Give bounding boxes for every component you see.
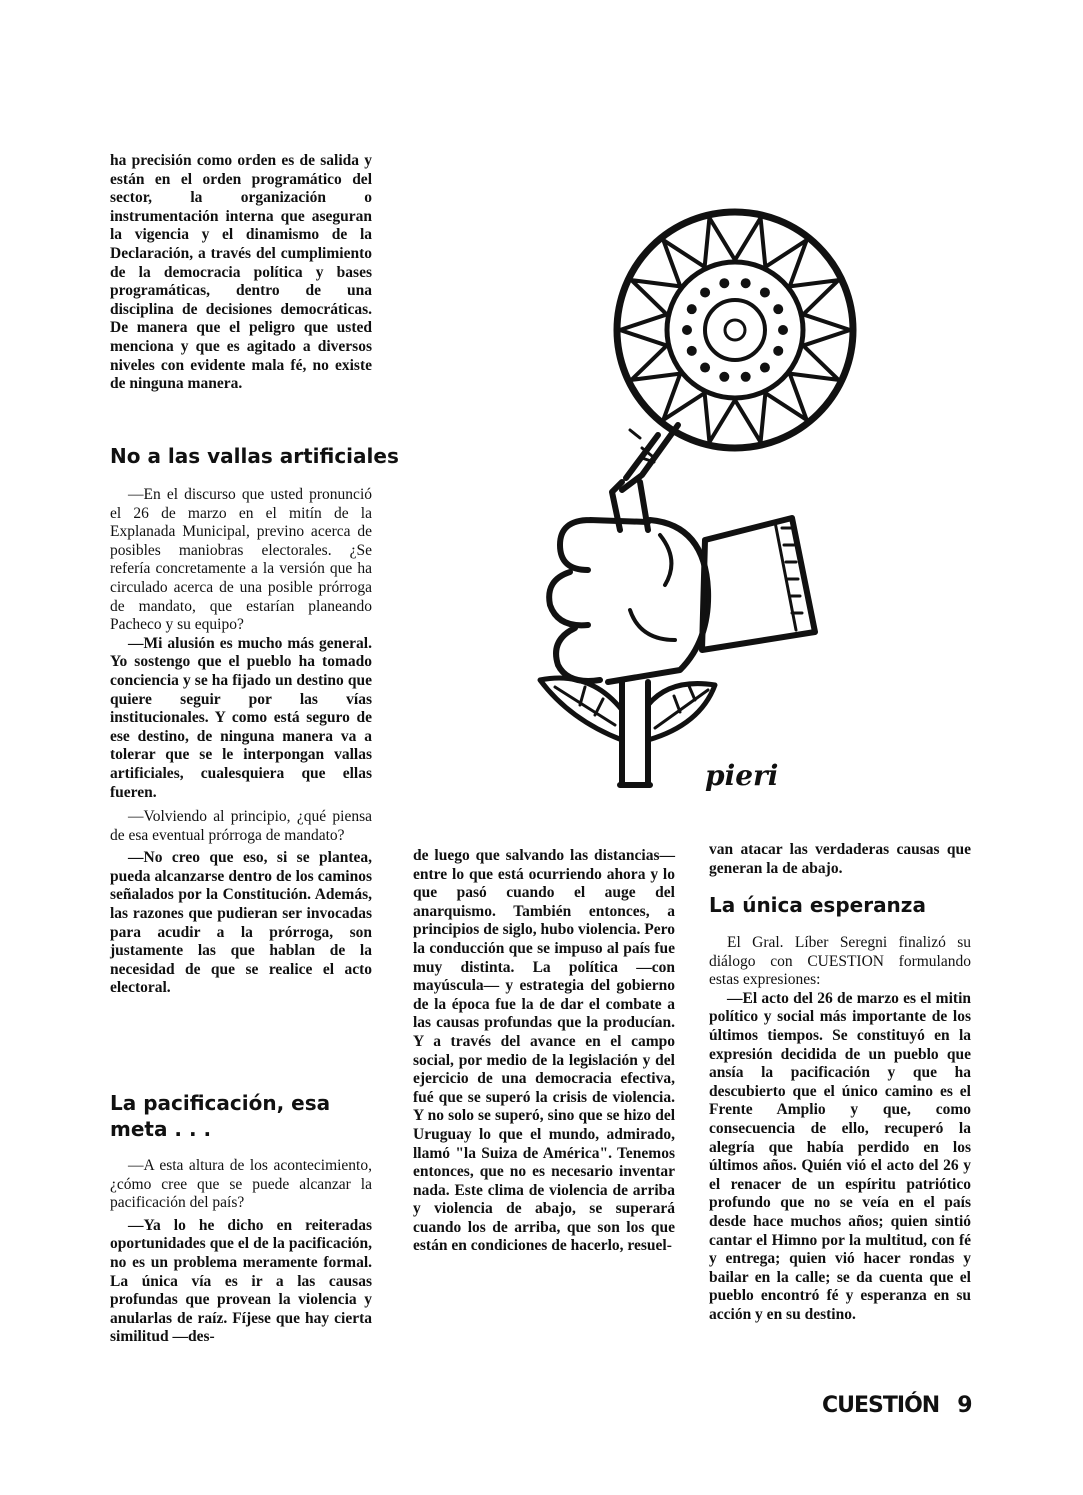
- fist: [549, 520, 708, 682]
- flower-dot: [780, 327, 786, 333]
- flower-dot: [775, 348, 781, 354]
- flower-dot: [775, 306, 781, 312]
- flower-dot: [721, 374, 727, 380]
- column1-top-text: [110, 152, 372, 394]
- section-heading-esperanza: La única esperanza: [709, 893, 926, 917]
- column1-middle-text: [110, 486, 372, 998]
- flower-dot: [689, 306, 695, 312]
- flower-petal: [735, 393, 765, 442]
- paragraph: ha precisión como orden es de salida y están en el orden programático del sector, la organización o instrumentación interna que aseguran la vigencia y el dinamismo de la Declaración, a través del cumplimiento de la democracia política y bases programáticas, dentro de una disciplina de decisiones democráticas. De manera que el peligro que usted menciona y que es agitado a diversos niveles con evidente mala fé, no existe de ninguna manera.: [110, 152, 372, 393]
- column2-text: [413, 847, 675, 1256]
- left-leaf: [540, 678, 622, 740]
- flower-petal: [765, 374, 806, 420]
- flower-dot: [743, 280, 749, 286]
- section-heading-vallas: No a las vallas artificiales: [110, 444, 399, 468]
- flower-dot: [702, 289, 708, 295]
- column3-bottom-text: [709, 934, 971, 1324]
- flower-dot: [762, 289, 768, 295]
- sleeve: [702, 518, 815, 650]
- flower-outer-ring: [617, 212, 853, 448]
- section-heading-pacificacion: La pacificación, esa meta . . .: [110, 1091, 331, 1141]
- page-number: 9: [957, 1393, 972, 1418]
- flower-petal: [765, 240, 806, 286]
- magazine-name: CUESTIÓN: [822, 1393, 940, 1418]
- answer-paragraph: —Mi alusión es mucho más general. Yo sostengo que el pueblo ha tomado conciencia y se ha fijado un destino que quiere seguir por las vías institucionales. Y como está seguro de ese destino, de ninguna manera va a tolerar que se le interpongan vallas artificiales, cualesquiera que ellas fueren.: [110, 634, 372, 801]
- intro-paragraph: El Gral. Líber Seregni finalizó su diálogo con CUESTION formulando estas expresiones:: [709, 934, 971, 989]
- question-paragraph: —En el discurso que usted pronunció el 26 de marzo en el mitín de la Explanada Municipal, previno acerca de posibles maniobras electorales. ¿Se refería concretamente a la versión que ha circulado acerca de una posible prórroga de mandato, que estarían planeando Pacheco y su equipo?: [110, 486, 372, 634]
- question-paragraph: —A esta altura de los acontecimiento, ¿cómo cree que se puede alcanzar la pacificación del país?: [110, 1157, 372, 1212]
- flower-center: [705, 300, 765, 360]
- page-footer: [822, 1393, 990, 1418]
- artist-signature: pieri: [705, 759, 779, 792]
- paragraph: van atacar las verdaderas causas que generan la de abajo.: [709, 841, 971, 877]
- flower-petal: [620, 314, 667, 345]
- flower-petal: [705, 218, 735, 267]
- question-paragraph: —Volviendo al principio, ¿qué piensa de esa eventual prórroga de mandato?: [110, 808, 372, 844]
- quote-paragraph: —El acto del 26 de marzo es el mitin político y social más importante de los últimos tiempos. Se constituyó en la expresión decidida de un pueblo que ansía la pacificación y que ha descubierto que el único camino es el Frente Amplio y que, como consecuencia de ello, recuperó la alegría que había perdido en los últimos años. Quién vió el acto del 26 y el renacer de un espíritu patriótico profundo que no se veía en el país desde hace muchos años; quien sintió cantar el Himno por la multitud, con fé y entrega; quien vió hacer rondas y bailar en la calle; se da cuenta que el pueblo encontró fé y esperanza en su acción y en su destino.: [709, 989, 971, 1323]
- flower-dot: [689, 348, 695, 354]
- answer-paragraph: —Ya lo he dicho en reiteradas oportunidades que el de la pacificación, no es un problema meramente formal. La única vía es ir a las causas profundas que provean la violencia y anularlas de raíz. Fíjese que hay cierta similitud —des-: [110, 1216, 372, 1346]
- answer-paragraph: —No creo que eso, si se plantea, pueda alcanzarse dentro de los caminos señalados por la Constitución. Además, las razones que pudieran ser invocadas para acudir a la prórroga, son justamente las que hablan de la necesidad de que se realice el acto electoral.: [110, 849, 372, 997]
- paragraph: de luego que salvando las distancias— entre lo que está ocurriendo ahora y lo que pasó cuando el auge del anarquismo. También entonces, a principios de siglo, hubo violencia. Pero la conducción que se impuso al país fue muy distinta. La política —con mayúscula— y estrategia del gobierno de la época fue la de dar el combate a las causas profundas que la producían. Y a través del avance en el campo social, por medio de la legislación y del ejercicio de una democracia efectiva, fué que se superó la crisis de violencia. Y no solo se superó, sino que se hizo del Uruguay lo que el mundo, admirado, llamó "la Suiza de América". Tenemos entonces, que no es necesario inventar nada. Este clima de violencia de arriba y violencia de abajo, se superará cuando los de arriba, que son los que están en condiciones de hacerlo, resuel-: [413, 847, 675, 1255]
- column3-top-text: [709, 841, 971, 878]
- flower-dot: [743, 374, 749, 380]
- flower-petal: [735, 218, 765, 267]
- flower-stem-upper: [622, 425, 678, 490]
- flower-petal: [663, 240, 704, 286]
- flower-fist-illustration: [530, 200, 890, 800]
- flower-dot: [684, 327, 690, 333]
- column1-bottom-text: [110, 1157, 372, 1347]
- flower-petal: [803, 314, 850, 345]
- flower-dot: [702, 365, 708, 371]
- flower-dot: [762, 365, 768, 371]
- flower-petal: [705, 393, 735, 442]
- flower-petal: [663, 374, 704, 420]
- flower-dot: [721, 280, 727, 286]
